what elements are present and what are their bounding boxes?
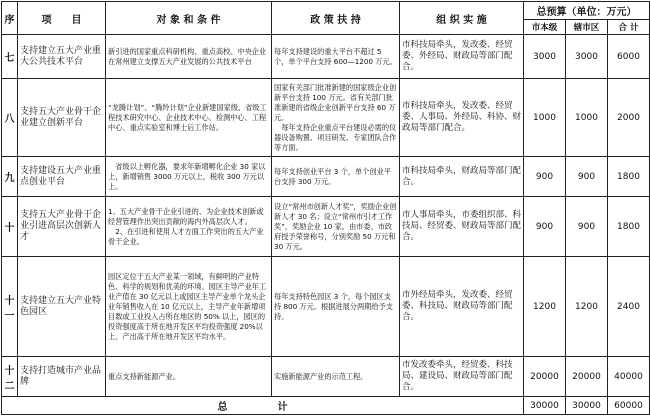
total-total: 60000 bbox=[608, 397, 650, 415]
row-conditions: “龙腾计划”、“腾羚计划”企业新建国家级、省级工程技术研究中心、企业技术中心、检测中心、工程中心、重点实验室和博士后工作站。 bbox=[106, 79, 272, 157]
row-org: 市发改委牵头，经贸委、科技局、建设局、财政局等部门配合。 bbox=[400, 357, 524, 397]
table-row bbox=[2, 157, 650, 197]
row-city: 900 bbox=[524, 197, 566, 257]
row-total: 2400 bbox=[608, 257, 650, 357]
header-conditions: 对 象 和 条 件 bbox=[106, 2, 272, 35]
row-total: 1800 bbox=[608, 197, 650, 257]
row-district: 1000 bbox=[566, 79, 608, 157]
row-seq: 十一 bbox=[2, 257, 18, 357]
row-district: 20000 bbox=[566, 357, 608, 397]
row-district: 1200 bbox=[566, 257, 608, 357]
row-org: 市外经局牵头，发改委、经贸委、科技局、财政局等部门配合。 bbox=[400, 257, 524, 357]
header-total: 合 计 bbox=[608, 20, 650, 35]
table-row bbox=[2, 257, 650, 357]
row-city: 3000 bbox=[524, 35, 566, 79]
row-project: 支持建设五大产业重点创业平台 bbox=[18, 157, 106, 197]
row-seq: 九 bbox=[2, 157, 18, 197]
row-district: 900 bbox=[566, 157, 608, 197]
header-policy: 政 策 扶 持 bbox=[272, 2, 400, 35]
row-total: 40000 bbox=[608, 357, 650, 397]
header-city: 市本级 bbox=[524, 20, 566, 35]
table-row bbox=[2, 35, 650, 79]
row-policy: 设立“常州市创新人才奖”，奖励企业创新人才 30 名；设立“常州市引才工作奖”，奖励企业 10 家。由市委、市政府授予荣誉称号，分别奖励 50 万元和 30 万元。 bbox=[272, 197, 400, 257]
row-policy: 国家有关部门批准新建的国家级企业创新平台支持 100 万元。省有关部门批准新建的省级企业创新平台支持 60 万元。 每年支持企业重点平台建设必需的仪器设备购置、项目研发、专家团队合作等方面。 bbox=[272, 79, 400, 157]
row-total: 6000 bbox=[608, 35, 650, 79]
row-total: 2000 bbox=[608, 79, 650, 157]
total-district: 30000 bbox=[566, 397, 608, 415]
row-total: 1800 bbox=[608, 157, 650, 197]
row-policy: 实施新能源产业的示范工程。 bbox=[272, 357, 400, 397]
row-project: 支持打造城市产业品牌 bbox=[18, 357, 106, 397]
row-project: 支持建立五大产业特色园区 bbox=[18, 257, 106, 357]
header-org: 组 织 实 施 bbox=[400, 2, 524, 35]
row-city: 1200 bbox=[524, 257, 566, 357]
row-seq: 十 bbox=[2, 197, 18, 257]
row-district: 900 bbox=[566, 197, 608, 257]
header-seq: 序 bbox=[2, 2, 18, 35]
row-seq: 十二 bbox=[2, 357, 18, 397]
total-city: 30000 bbox=[524, 397, 566, 415]
table-row bbox=[2, 197, 650, 257]
row-city: 20000 bbox=[524, 357, 566, 397]
total-label: 总 计 bbox=[2, 397, 524, 415]
row-project: 支持五大产业骨干企业引进高层次创新人才 bbox=[18, 197, 106, 257]
header-budget: 总预算（单位：万元） bbox=[524, 2, 650, 20]
row-seq: 七 bbox=[2, 35, 18, 79]
row-seq: 八 bbox=[2, 79, 18, 157]
row-policy: 每年支持创业平台 3 个，单个创业平台支持 300 万元。 bbox=[272, 157, 400, 197]
row-org: 市科技局牵头，发改委、经贸委、人事局、外经局、科协、财政局等部门配合。 bbox=[400, 79, 524, 157]
total-row bbox=[2, 397, 650, 415]
header-district: 辖市区 bbox=[566, 20, 608, 35]
row-city: 1000 bbox=[524, 79, 566, 157]
header-row bbox=[2, 2, 650, 20]
row-policy: 每年支持特色园区 3 个，每个园区支持 800 万元。根据进展分两期给予支持。 bbox=[272, 257, 400, 357]
row-conditions: 新引进的国家重点科研机构、重点高校、中央企业在常州建立支撑五大产业发展的公共技术平台 bbox=[106, 35, 272, 79]
row-conditions: 1、五大产业骨干企业引进的、为企业技术创新或经营管理作出突出贡献的海内外高层次人才。 2、在引进和使用人才方面工作突出的五大产业骨干企业。 bbox=[106, 197, 272, 257]
row-district: 3000 bbox=[566, 35, 608, 79]
row-org: 市科技局牵头，财政局等部门配合。 bbox=[400, 157, 524, 197]
row-policy: 每年支持建设的重大平台不超过 5 个，单个平台支持 600—1200 万元。 bbox=[272, 35, 400, 79]
table-row bbox=[2, 79, 650, 157]
table-row bbox=[2, 357, 650, 397]
row-conditions: 重点支持新能源产业。 bbox=[106, 357, 272, 397]
row-project: 支持建立五大产业重大公共技术平台 bbox=[18, 35, 106, 79]
row-city: 900 bbox=[524, 157, 566, 197]
row-org: 市人事局牵头，市委组织部、科技局、经贸委、财政局等部门配合。 bbox=[400, 197, 524, 257]
row-conditions: 园区定位于五大产业某一领域，有鲜明的产业特色、科学的规划和优美的环境。园区主导产业年工业产值在 30 亿元以上或园区主导产业单个龙头企业年销售收入在 10 亿元以上，主导产业年新增项目数或工业投入占所在地区的 50% 以上，园区的投资强度高于所在地开发区平均投资强度 20%以上、产出高于所在地开发区平均水平。 bbox=[106, 257, 272, 357]
row-project: 支持五大产业骨干企业建立创新平台 bbox=[18, 79, 106, 157]
row-conditions: 省级以上孵化器，要求年新增孵化企业 30 家以上，新增销售 3000 万元以上，税收 300 万元以上。 bbox=[106, 157, 272, 197]
policy-table bbox=[1, 1, 650, 415]
header-project: 项 目 bbox=[18, 2, 106, 35]
row-org: 市科技局牵头，发改委、经贸委、外经局、财政局等部门配合。 bbox=[400, 35, 524, 79]
